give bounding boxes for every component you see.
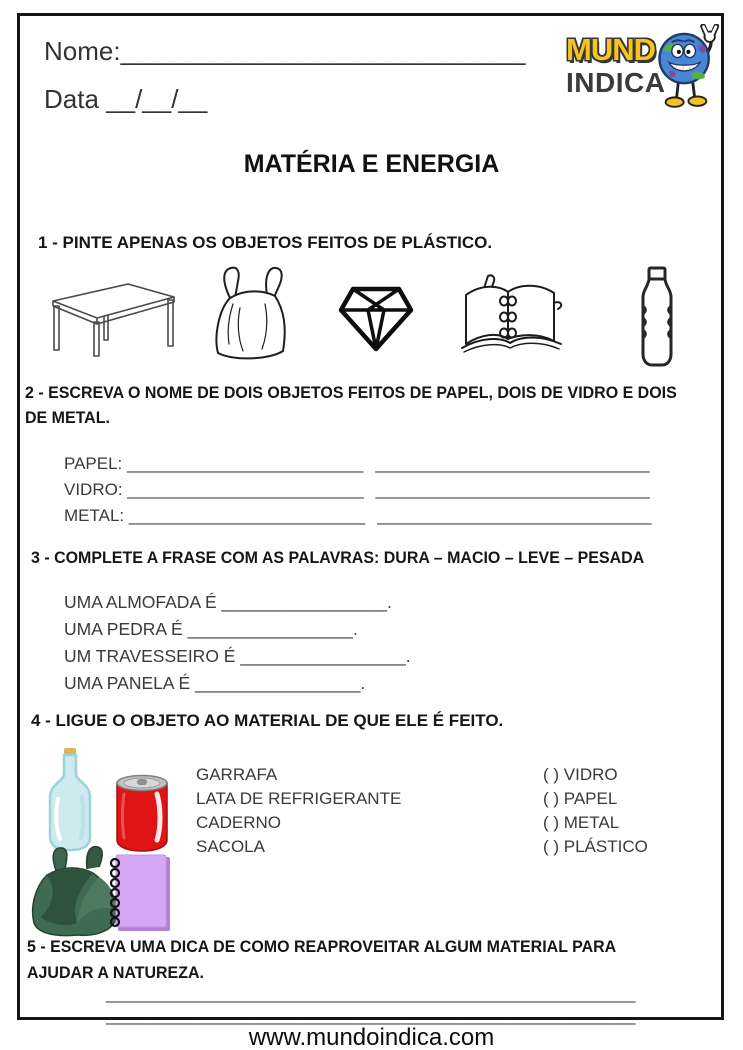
object-lata: LATA DE REFRIGERANTE [196, 789, 402, 808]
metal-blank-1: _________________________ [128, 506, 366, 525]
logo-word-mundo: MUND [566, 32, 655, 67]
object-sacola: SACOLA [196, 837, 265, 856]
name-blank-line: ____________________________ [120, 36, 526, 66]
table-image [46, 280, 180, 360]
plastic-bag-image [209, 264, 297, 364]
material-metal: ( ) METAL [543, 813, 620, 832]
soda-can-image [112, 772, 172, 854]
question-5-heading-line1: 5 - ESCREVA UMA DICA DE COMO REAPROVEITAR ALGUM MATERIAL PARA [27, 937, 617, 956]
metal-answer-row [64, 503, 651, 529]
question-2-heading [25, 380, 718, 430]
sentence-pan: UMA PANELA É _________________. [64, 673, 366, 693]
question-2-heading-line2: DE METAL. [25, 408, 110, 427]
worksheet-title: MATÉRIA E ENERGIA [243, 150, 500, 178]
question-5-answer-line-1: ________________________________________________________ [106, 984, 636, 1003]
glass-blank-1: _________________________ [127, 480, 364, 499]
question-5-heading [27, 934, 654, 986]
open-notebook-with-pen-image [457, 273, 567, 363]
question-1-heading: 1 - PINTE APENAS OS OBJETOS FEITOS DE PLÁSTICO. [38, 233, 493, 252]
plastic-bottle-image [635, 265, 679, 369]
sentence-pillow: UMA ALMOFADA É _________________. [64, 592, 392, 612]
metal-label: METAL: [64, 506, 125, 525]
glass-blank-2: _____________________________ [375, 480, 650, 499]
question-2-heading-line1: 2 - ESCREVA O NOME DE DOIS OBJETOS FEITOS DE PAPEL, DOIS DE VIDRO E DOIS [25, 383, 677, 402]
object-caderno: CADERNO [196, 813, 282, 832]
paper-answer-row [64, 451, 651, 477]
purple-spiral-notebook-image [104, 851, 174, 937]
question-2-answer-rows [64, 451, 651, 529]
sentence-stone: UMA PEDRA É _________________. [64, 619, 358, 639]
glass-answer-row [64, 477, 651, 503]
question-4-object-list [196, 763, 401, 859]
question-3-heading-text: 3 - COMPLETE A FRASE COM AS PALAVRAS: DURA – MACIO – LEVE – PESADA [31, 548, 645, 567]
material-papel: ( ) PAPEL [543, 789, 618, 808]
name-field-row [44, 36, 525, 67]
website-url: www.mundoindica.com [248, 1024, 495, 1050]
logo-word-indica: INDICA [566, 67, 666, 98]
mundo-indica-logo [566, 30, 722, 130]
question-5-answer-line-2: ________________________________________________________ [106, 1006, 636, 1025]
question-4-material-list [543, 763, 648, 859]
question-3-heading [31, 548, 683, 568]
glass-bottle-image [38, 747, 102, 853]
paper-blank-2: _____________________________ [375, 454, 650, 473]
question-5-heading-line2: AJUDAR A NATUREZA. [27, 963, 204, 982]
material-plastico: ( ) PLÁSTICO [543, 837, 648, 856]
paper-label: PAPEL: [64, 454, 123, 473]
paper-blank-1: _________________________ [127, 454, 364, 473]
diamond-image [337, 285, 415, 353]
material-vidro: ( ) VIDRO [543, 765, 618, 784]
sentence-cushion: UM TRAVESSEIRO É _________________. [64, 646, 411, 666]
metal-blank-2: _____________________________ [377, 506, 652, 525]
glass-label: VIDRO: [64, 480, 123, 499]
question-3-sentences [64, 589, 411, 697]
date-field-row: Data __/__/__ [44, 84, 208, 114]
question-4-heading: 4 - LIGUE O OBJETO AO MATERIAL DE QUE ELE É FEITO. [31, 711, 504, 730]
object-garrafa: GARRAFA [196, 765, 278, 784]
name-label: Nome: [44, 36, 121, 66]
